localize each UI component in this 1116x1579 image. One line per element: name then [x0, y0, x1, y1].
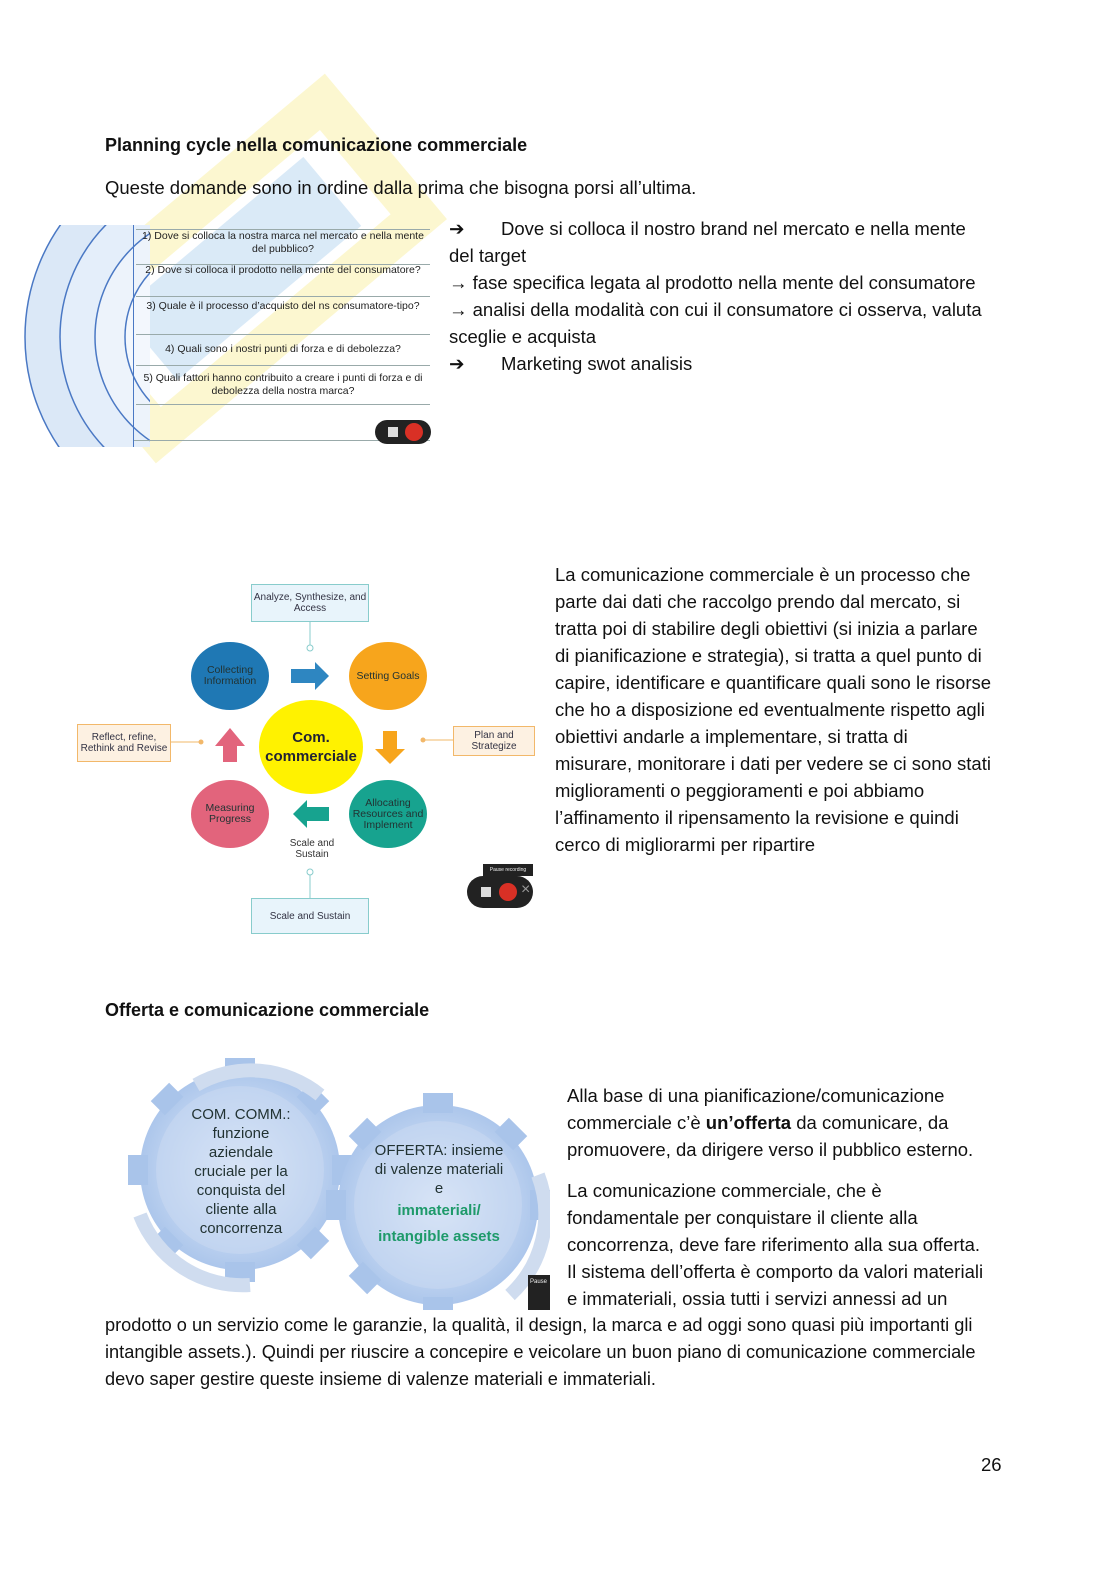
text-line: parte dai dati che raccolgo prendo dal mercato, si — [555, 591, 961, 612]
text-line: prodotto o un servizio come le garanzie, la qualità, il design, la marca e ad oggi sono quasi più importanti gli — [105, 1315, 973, 1335]
pause-tooltip: Pause recording — [483, 864, 533, 876]
text-line: Il sistema dell’offerta è comporto da valori materiali — [567, 1261, 984, 1282]
question-2: 2) Dove si colloca il prodotto nella mente del consumatore? — [136, 264, 430, 297]
offerta-paragraph-3 — [105, 1312, 1015, 1393]
text-line: che ho a disposizione ed eventualmente rispetto agli — [555, 699, 985, 720]
arrow-item-1-cont: del target — [449, 245, 527, 266]
question-1: 1) Dove si colloca la nostra marca nel mercato e nella mente del pubblico? — [136, 229, 430, 265]
text-line: intangible assets.). Quindi per riuscire a concepire e veicolare un buon piano di comunicazione commerciale — [105, 1342, 976, 1362]
question-3: 3) Quale è il processo d’acquisto del ns consumatore-tipo? — [136, 300, 430, 335]
intro-text: Queste domande sono in ordine dalla prima che bisogna porsi all’ultima. — [105, 177, 697, 198]
arrow-up-icon — [215, 728, 245, 762]
arrow-down-icon — [375, 731, 405, 764]
gear-right-text-b: immateriali/ intangible assets — [378, 1202, 500, 1245]
arrow-list — [449, 215, 1009, 377]
arrow-icon: ➔ — [449, 353, 465, 374]
text-line: miglioramenti o peggioramenti e poi abbiamo — [555, 780, 925, 801]
arrow-item-1: ➔ Dove si colloca il nostro brand nel mercato e nella mente — [449, 215, 1009, 242]
text-line: La comunicazione commerciale è un processo che — [555, 564, 971, 585]
gears-graphic — [100, 1055, 550, 1310]
text-line: misurare, monitorare i dati per vedere se ci sono stati — [555, 753, 991, 774]
page-number: 26 — [981, 1454, 1002, 1475]
text-line: cerco di migliorarmi per ripartire — [555, 834, 816, 855]
circle-setting-goals: Setting Goals — [349, 642, 427, 710]
text-line: di pianificazione e strategia), si tratta a quel punto di — [555, 645, 982, 666]
stop-icon[interactable] — [388, 427, 398, 437]
gear-left-text: COM. COMM.: funzione aziendale cruciale per la conquista del cliente alla concorrenza — [191, 1106, 291, 1237]
text-line: fondamentale per conquistare il cliente alla — [567, 1207, 918, 1228]
circle-center: Com. commerciale — [259, 700, 363, 794]
arrow-item-3: → analisi della modalità con cui il consumatore ci osserva, valuta — [449, 299, 982, 320]
box-analyze: Analyze, Synthesize, and Access — [251, 584, 369, 622]
offerta-paragraph-1: Alla base di una pianificazione/comunicazione commerciale c’è un’offerta da comunicare, da promuovere, da dirigere verso il pubblico esterno. — [567, 1085, 974, 1160]
arrow-item-4: ➔ Marketing swot analisis — [449, 350, 1009, 377]
recording-control[interactable] — [375, 420, 431, 444]
text-line: l’affinamento il ripensamento la revisione e quindi — [555, 807, 959, 828]
planning-cycle-diagram — [75, 580, 540, 940]
gear-pause-label: Pause — [530, 1279, 548, 1285]
text-line: tratta poi di stabilire degli obiettivi (si inizia a parlare — [555, 618, 978, 639]
section-heading-planning-cycle: Planning cycle nella comunicazione commerciale — [105, 135, 528, 155]
offerta-paragraph-2 — [567, 1177, 1017, 1312]
text-line: capire, identificare e quantificare quali sono le risorse — [555, 672, 992, 693]
arrow-icon: → — [449, 299, 468, 320]
scale-sustain-label: Scale and Sustain — [289, 838, 335, 860]
gear-right-text-a: OFFERTA: insieme di valenze materiali e — [374, 1142, 504, 1197]
cycle-description — [555, 561, 1025, 858]
recording-control-2[interactable] — [467, 876, 533, 908]
circle-collecting: Collecting Information — [191, 642, 269, 710]
circle-allocating: Allocating Resources and Implement — [349, 780, 427, 848]
arrow-item-2: → fase specifica legata al prodotto nella mente del consumatore — [449, 272, 976, 293]
box-reflect: Reflect, refine, Rethink and Revise — [77, 724, 171, 762]
text-line: La comunicazione commerciale, che è — [567, 1180, 882, 1201]
concentric-arcs-graphic — [20, 225, 150, 447]
text-line: e immateriali, ossia tutti i servizi annessi ad un — [567, 1288, 948, 1309]
text-line: devo saper gestire queste insieme di valenze materiali e immateriali. — [105, 1369, 656, 1389]
arrow-right-icon — [291, 662, 329, 690]
stop-icon[interactable] — [481, 887, 491, 897]
arrow-icon: ➔ — [449, 218, 465, 239]
question-4: 4) Quali sono i nostri punti di forza e di debolezza? — [136, 343, 430, 366]
box-plan: Plan and Strategize — [453, 726, 535, 756]
circle-measuring: Measuring Progress — [191, 780, 269, 848]
pause-icon[interactable] — [405, 423, 423, 441]
box-scale: Scale and Sustain — [251, 898, 369, 934]
arrow-item-3-cont: sceglie e acquista — [449, 326, 597, 347]
text-line: concorrenza, deve fare riferimento alla sua offerta. — [567, 1234, 981, 1255]
gear-right-text — [370, 1141, 508, 1250]
arrow-icon: → — [449, 272, 468, 293]
text-line: obiettivi andarle a implementare, si tratta di — [555, 726, 908, 747]
arrow-left-icon — [293, 800, 329, 828]
close-icon[interactable]: × — [521, 881, 531, 898]
question-5: 5) Quali fattori hanno contribuito a creare i punti di forza e di debolezza della nostra marca? — [136, 372, 430, 405]
pause-icon[interactable] — [499, 883, 517, 901]
section-heading-offerta: Offerta e comunicazione commerciale — [105, 1000, 430, 1020]
